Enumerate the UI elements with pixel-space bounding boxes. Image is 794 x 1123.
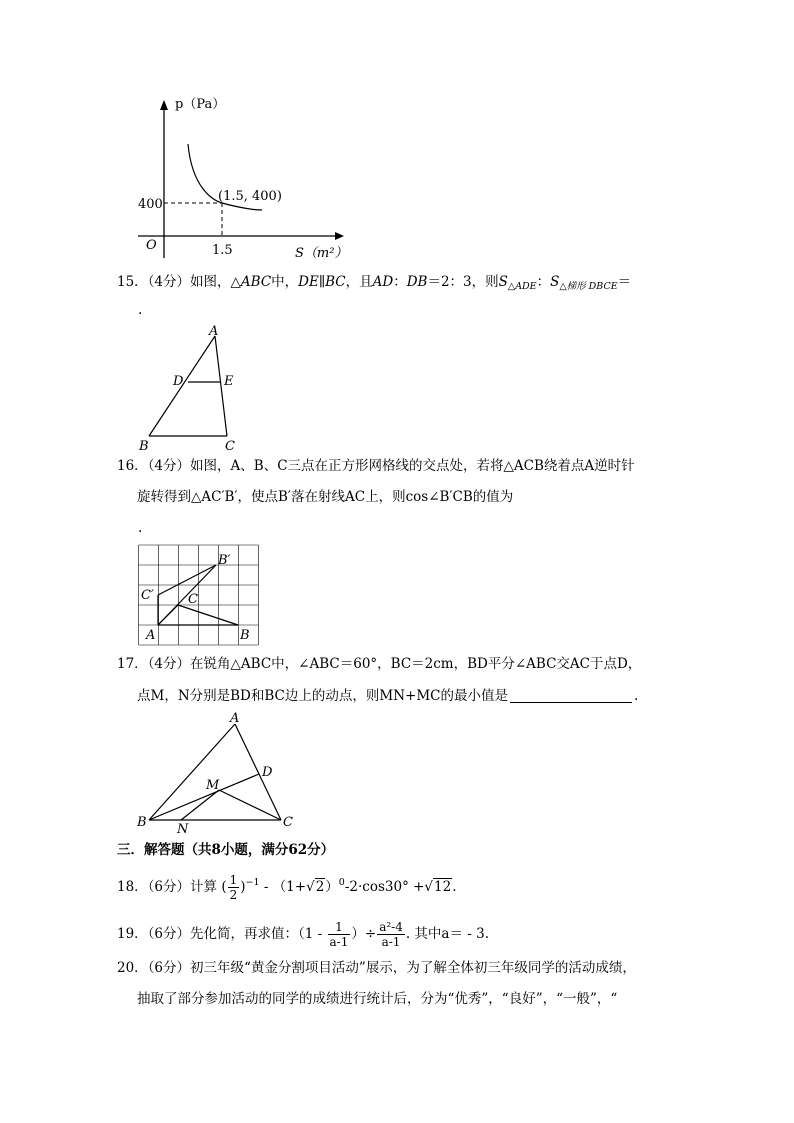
q15-end: . (138, 302, 143, 318)
q20-line2: 抽取了部分参加活动的同学的成绩进行统计后，分为“优秀”，“良好”，“一般”，“ (137, 991, 618, 1007)
label-C: C (225, 439, 235, 452)
point-label: (1.5, 400) (218, 189, 282, 204)
label-B: B (137, 815, 147, 830)
label-C: C (283, 815, 293, 830)
answer-blank[interactable] (510, 688, 632, 703)
q17-triangle-figure (133, 708, 303, 836)
label-D: D (262, 765, 273, 780)
q16-end: . (138, 520, 143, 536)
q15-line1: 15．（4分）如图，△ABC中，DE∥BC，且AD：DB＝2：3，则$S_{\triangle ADE}$：$S_{\triangle 梯形 DBCE}=$ (117, 274, 632, 292)
q16-line2: 旋转得到△AC′B′，使点B′落在射线AC上，则cos∠B′CB的值为 (137, 489, 514, 505)
fraction-one-half: $\frac{1}{2}$ (229, 873, 238, 902)
fraction-a2-4-over-a-1: $\frac{\text{a²-4}}{a-1}$ (379, 920, 403, 949)
q18-line: 18．（6分）计算 ( $\frac{1}{2}$ )$^{-1} - (1+√2)^0-2\cdot\cos 30^\circ +√12$. (117, 873, 457, 902)
y-tick-label: 400 (138, 197, 163, 212)
label-C: C (188, 592, 198, 607)
label-B: B (240, 628, 250, 643)
label-C-prime: C′ (141, 588, 154, 603)
label-D: D (173, 374, 184, 389)
label-B-prime: B′ (218, 553, 231, 568)
label-M: M (206, 778, 220, 793)
q20-line1: 20．（6分）初三年级“黄金分割项目活动”展示，为了解全体初三年级同学的活动成绩， (117, 960, 636, 976)
x-axis-arrow (335, 232, 344, 240)
q17-line1: 17．（4分）在锐角△ABC中，∠ABC＝60°，BC＝2cm，BD平分∠ABC交AC于点D， (117, 656, 642, 672)
q17-line2: 点M，N分别是BD和BC边上的动点，则MN+MC的最小值是 . (137, 688, 639, 704)
x-axis-label: S（m²） (295, 246, 348, 261)
label-B: B (139, 439, 149, 452)
q16-line1: 16．（4分）如图，A、B、C三点在正方形网格线的交点处，若将△ACB绕着点A逆时针 (117, 458, 635, 474)
fraction-1-over-a-1: $\frac{1}{a-1}$ (329, 920, 349, 949)
x-tick-label: 1.5 (212, 243, 233, 258)
pressure-area-graph (130, 92, 360, 264)
q19-line: 19．（6分）先化简，再求值：（1 - $\frac{1}{a-1}$ ）÷ $\frac{\text{a²-4}}{a-1}$ . 其中a＝ - 3. (117, 920, 489, 949)
label-A: A (230, 711, 240, 726)
y-axis-label: p（Pa） (175, 97, 226, 112)
section-heading: 三．解答题（共8小题，满分62分） (117, 842, 335, 858)
label-N: N (177, 822, 189, 836)
q16-grid-figure (138, 543, 262, 647)
y-axis-arrow (160, 100, 168, 110)
label-A: A (209, 324, 219, 339)
label-E: E (224, 374, 234, 389)
label-A: A (146, 628, 156, 643)
q15-triangle-figure (133, 322, 253, 452)
origin-label: O (146, 238, 157, 253)
